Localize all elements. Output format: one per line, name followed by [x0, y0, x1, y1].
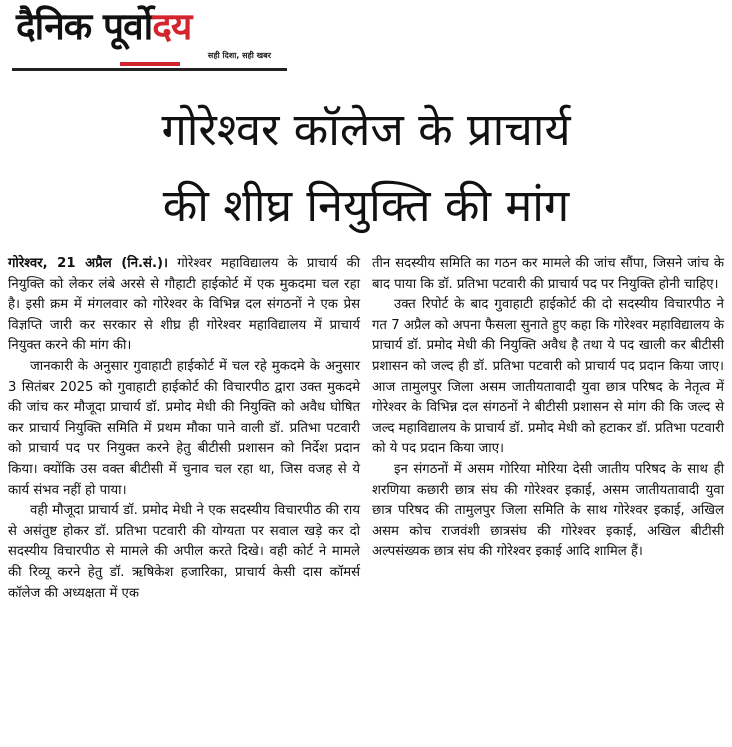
- article-paragraph-1: [8, 254, 360, 357]
- masthead-rule: [12, 68, 287, 71]
- article-column-left: [8, 254, 360, 604]
- tagline: सही दिशा, सही खबर: [207, 51, 271, 60]
- article-paragraph-5: इन संगठनों में असम गोरिया मोरिया देसी जातीय परिषद के साथ ही शरणिया कछारी छात्र संघ की गोरेश्वर इकाई, असम जातीयतावादी युवा छात्र परिषद की तामुलपुर जिला समिति के साथ गोरेश्वर इकाई, अखिल असम कोच राजवंशी छात्रसंघ की गोरेश्वर इकाई, अखिल बीटीसी अल्पसंख्यक छात्र संघ की गोरेश्वर इकाई आदि शामिल हैं।: [372, 461, 724, 560]
- dateline: गोरेश्वर, 21 अप्रैल (नि.सं.)।: [8, 256, 168, 271]
- logo-red-bar: [120, 62, 180, 66]
- article-column-right: [372, 254, 724, 563]
- article-paragraph-4: उक्त रिपोर्ट के बाद गुवाहाटी हाईकोर्ट की दो सदस्यीय विचारपीठ ने गत 7 अप्रैल को अपना फैसला सुनाते हुए कहा कि गोरेश्वर महाविद्यालय के प्राचार्य डॉ. प्रमोद मेधी की नियुक्ति अवैध है तथा ये पद खाली कर बीटीसी प्रशासन को जल्द ही डॉ. प्रतिभा पटवारी को प्राचार्य पद प्रदान किया जाए। आज तामुलपुर जिला असम जातीयतावादी युवा छात्र परिषद के नेतृत्व में गोरेश्वर के विभिन्न दल संगठनों ने बीटीसी प्रशासन से मांग की कि जल्द से जल्द महाविद्यालय के प्राचार्य डॉ. प्रमोद मेधी को हटाकर डॉ. प्रतिभा पटवारी को ये पद प्रदान किया जाए।: [372, 297, 724, 457]
- headline-line-2: की शीघ्र नियुक्ति की मांग: [162, 179, 570, 232]
- logo-text-accent: दय: [152, 5, 192, 48]
- headline-line-1: गोरेश्वर कॉलेज के प्राचार्य: [161, 103, 571, 156]
- article-paragraph-3-continued: तीन सदस्यीय समिति का गठन कर मामले की जांच सौंपा, जिसने जांच के बाद पाया कि डॉ. प्रतिभा पटवारी की प्राचार्य पद पर नियुक्ति होनी चाहिए।: [372, 256, 724, 292]
- headline: [0, 92, 732, 244]
- logo-text: दैनिक पूर्वो: [16, 5, 153, 48]
- article-paragraph-3: वही मौजूदा प्राचार्य डॉ. प्रमोद मेधी ने एक सदस्यीय विचारपीठ की राय से असंतुष्ट होकर डॉ. प्रतिभा पटवारी की योग्यता पर सवाल खड़े कर दो सदस्यीय विचारपीठ से मामले की अपील करते दिखे। वही कोर्ट ने मामले की रिव्यू करने हेतु डॉ. ऋषिकेश हजारिका, प्राचार्य केसी दास कॉमर्स कॉलेज की अध्यक्षता में एक: [8, 503, 360, 601]
- paragraph-1-text: गोरेश्वर महाविद्यालय के प्राचार्य की नियुक्ति को लेकर लंबे अरसे से गौहाटी हाईकोर्ट में एक मुकदमा चल रहा है। इसी क्रम में मंगलवार को गोरेश्वर के विभिन्न दल संगठनों ने एक प्रेस विज्ञप्ति जारी कर सरकार से शीघ्र ही गोरेश्वर महाविद्यालय में प्राचार्य नियुक्त करने की मांग की।: [8, 256, 360, 354]
- newspaper-logo: [16, 4, 191, 50]
- article-paragraph-2: जानकारी के अनुसार गुवाहाटी हाईकोर्ट में चल रहे मुकदमे के अनुसार 3 सितंबर 2025 को गुवाहाटी हाईकोर्ट की विचारपीठ द्वारा उक्त मुकदमे की जांच कर मौजूदा प्राचार्य डॉ. प्रमोद मेधी की नियुक्ति को अवैध घोषित कर प्राचार्य नियुक्ति समिति में प्रथम मौका पाने वाली डॉ. प्रतिभा पटवारी को प्राचार्य पद पर नियुक्त करने हेतु बीटीसी प्रशासन को निर्देश प्रदान किया। क्योंकि उस वक्त बीटीसी में चुनाव चल रहा था, जिस वजह से ये कार्य संभव नहीं हो पाया।: [8, 358, 360, 498]
- masthead: [12, 4, 287, 72]
